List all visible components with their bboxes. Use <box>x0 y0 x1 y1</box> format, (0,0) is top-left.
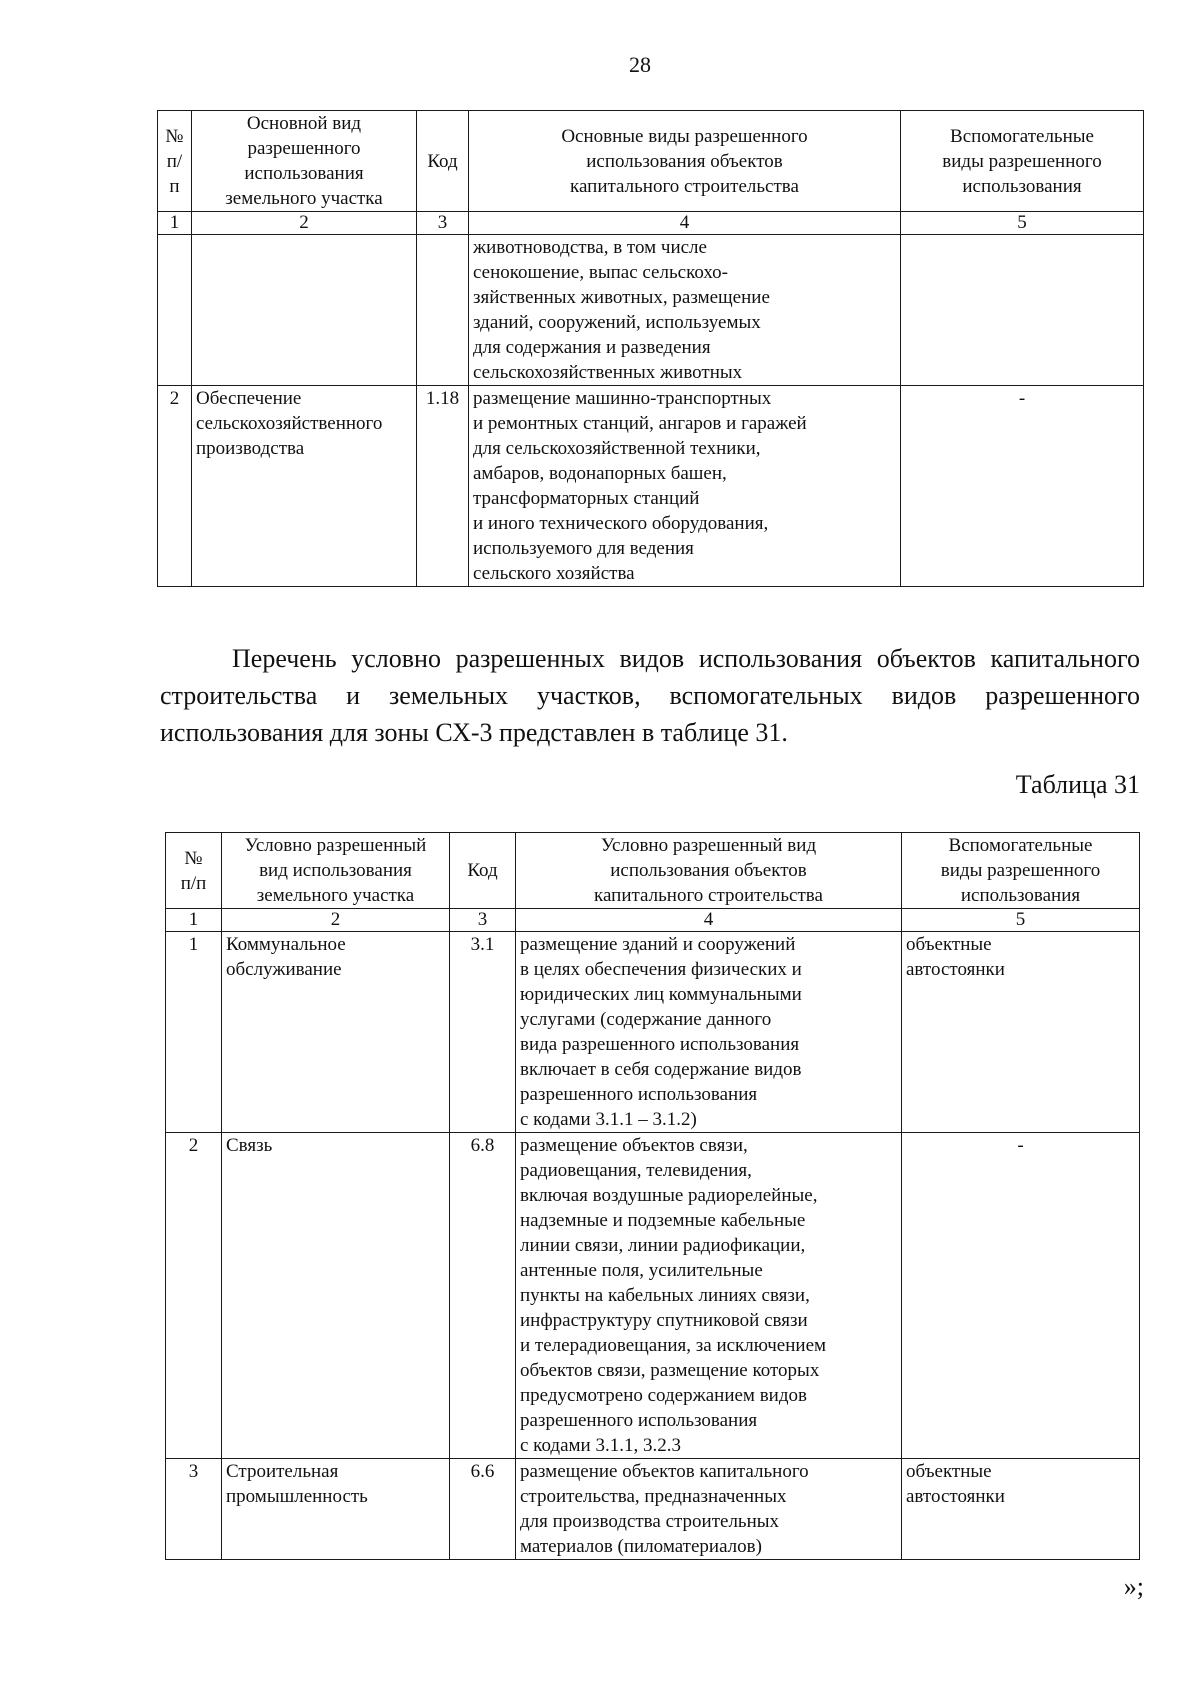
row-code: 3.1 <box>450 932 516 1133</box>
row-code: 1.18 <box>417 386 469 587</box>
column-number: 5 <box>902 909 1140 932</box>
land-use-table-continued <box>157 110 1144 587</box>
column-number: 3 <box>417 212 469 235</box>
table-header-row <box>166 833 1140 909</box>
column-number: 4 <box>469 212 901 235</box>
row-name: Обеспечение сельскохозяйственного производства <box>192 386 417 587</box>
row-number <box>158 235 192 386</box>
header-land-use-type: Основной вид разрешенного использования земельного участка <box>192 111 417 212</box>
row-number: 1 <box>166 932 222 1133</box>
row-name <box>192 235 417 386</box>
table-row <box>166 1459 1140 1560</box>
row-description: животноводства, в том числе сенокошение, выпас сельскохо- зяйственных животных, размещение зданий, сооружений, используемых для содержания и разведения сельскохозяйственных животных <box>469 235 901 386</box>
row-number: 2 <box>166 1133 222 1459</box>
table-header-row <box>158 111 1144 212</box>
row-auxiliary: объектные автостоянки <box>902 932 1140 1133</box>
row-name: Строительная промышленность <box>222 1459 450 1560</box>
column-number: 2 <box>192 212 417 235</box>
row-auxiliary: объектные автостоянки <box>902 1459 1140 1560</box>
table-row <box>166 1133 1140 1459</box>
row-name: Связь <box>222 1133 450 1459</box>
body-paragraph: Перечень условно разрешенных видов использования объектов капитального строительства и земельных участков, вспомогательных видов разрешенного использования для зоны СХ-3 представлен в таблице 31. <box>160 644 1140 747</box>
row-description: размещение объектов связи, радиовещания, телевидения, включая воздушные радиорелейные, надземные и подземные кабельные линии связи, линии радиофикации, антенные поля, усилительные пункты на кабельных линиях связи, инфраструктуру спутниковой связи и телерадиовещания, за исключением объектов связи, размещение которых предусмотрено содержанием видов разрешенного использования с кодами 3.1.1, 3.2.3 <box>516 1133 902 1459</box>
column-number: 5 <box>901 212 1144 235</box>
header-code: Код <box>450 833 516 909</box>
row-auxiliary <box>901 235 1144 386</box>
header-conditional-land-use-type: Условно разрешенный вид использования земельного участка <box>222 833 450 909</box>
row-auxiliary: - <box>901 386 1144 587</box>
row-description: размещение объектов капитального строительства, предназначенных для производства строительных материалов (пиломатериалов) <box>516 1459 902 1560</box>
column-number: 3 <box>450 909 516 932</box>
column-number-row <box>158 212 1144 235</box>
row-code: 6.8 <box>450 1133 516 1459</box>
row-code: 6.6 <box>450 1459 516 1560</box>
column-number: 2 <box>222 909 450 932</box>
header-number: № п/п <box>158 111 192 212</box>
column-number-row <box>166 909 1140 932</box>
header-number: № п/п <box>166 833 222 909</box>
page-number: 28 <box>629 52 651 77</box>
row-description: размещение зданий и сооружений в целях обеспечения физических и юридических лиц коммунальными услугами (содержание данного вида разрешенного использования включает в себя содержание видов разрешенного использования с кодами 3.1.1 – 3.1.2) <box>516 932 902 1133</box>
row-description: размещение машинно-транспортных и ремонтных станций, ангаров и гаражей для сельскохозяйственной техники, амбаров, водонапорных башен, трансформаторных станций и иного технического оборудования, используемого для ведения сельского хозяйства <box>469 386 901 587</box>
column-number: 1 <box>166 909 222 932</box>
header-auxiliary-use: Вспомогательные виды разрешенного использования <box>902 833 1140 909</box>
column-number: 1 <box>158 212 192 235</box>
header-code: Код <box>417 111 469 212</box>
row-name: Коммунальное обслуживание <box>222 932 450 1133</box>
table-row <box>158 386 1144 587</box>
header-capital-construction-use: Основные виды разрешенного использования объектов капитального строительства <box>469 111 901 212</box>
table-caption: Таблица 31 <box>1015 770 1140 799</box>
table-row <box>158 235 1144 386</box>
row-number: 3 <box>166 1459 222 1560</box>
header-conditional-capital-use: Условно разрешенный вид использования объектов капитального строительства <box>516 833 902 909</box>
closing-quote-mark: »; <box>1123 1572 1144 1601</box>
row-number: 2 <box>158 386 192 587</box>
table-row <box>166 932 1140 1133</box>
row-code <box>417 235 469 386</box>
header-auxiliary-use: Вспомогательные виды разрешенного использования <box>901 111 1144 212</box>
column-number: 4 <box>516 909 902 932</box>
conditional-use-table <box>165 832 1140 1560</box>
row-auxiliary: - <box>902 1133 1140 1459</box>
